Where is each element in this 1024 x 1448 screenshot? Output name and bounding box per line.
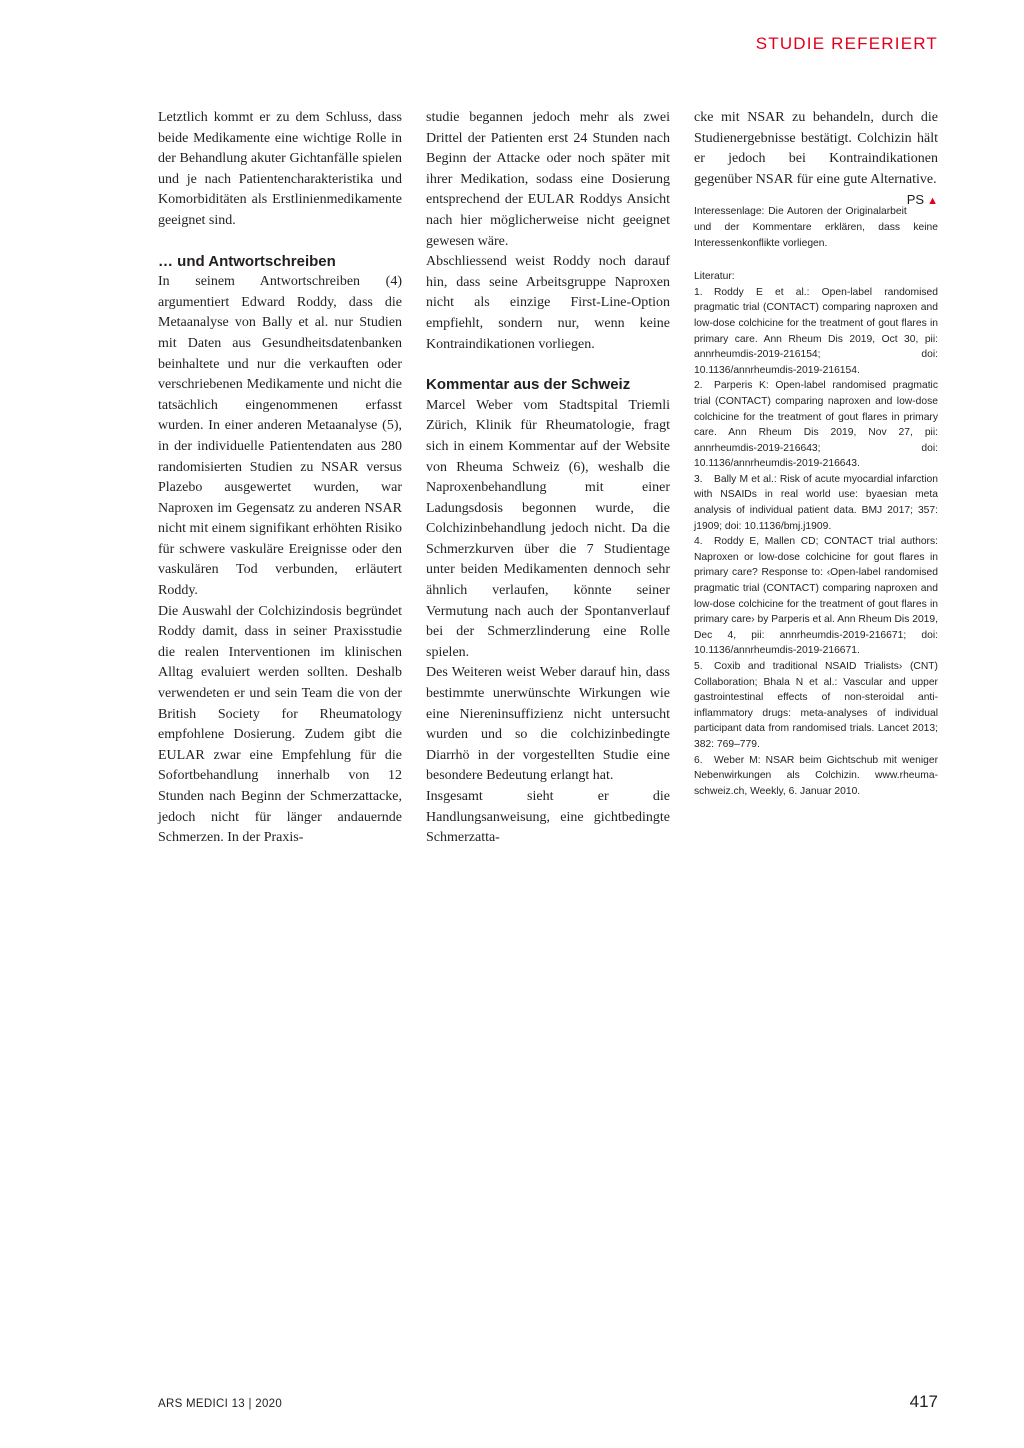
reference-text: Roddy E et al.: Open-label randomised pragmatic trial (CONTACT) comparing naproxen and low-dose colchicine for the treatment of gout flares in primary care. Ann Rheum Dis 2019, Oct 30, pii: annrheumdis-2019-216154; doi: 10.1136/annrheumdis-2019-216154.: [694, 286, 938, 376]
conflict-of-interest-note: Interessenlage: Die Autoren der Originalarbeit und der Kommentare erklären, dass keine Interessenkonflikte vorliegen.: [694, 206, 938, 249]
journal-issue: ARS MEDICI 13 | 2020: [158, 1398, 283, 1410]
author-initials: PS: [906, 192, 925, 208]
paragraph: Insgesamt sieht er die Handlungsanweisung, eine gichtbedingte Schmerzatta-: [426, 789, 670, 846]
references-label: Literatur:: [694, 271, 735, 283]
reference-number: 3.: [694, 473, 703, 485]
reference-item: [694, 472, 938, 534]
author-signature: [907, 190, 938, 212]
paragraph: Abschliessend weist Roddy noch darauf hin, dass seine Arbeitsgruppe Naproxen nicht als einzige First-Line-Option empfiehlt, sondern nur, wenn keine Kontraindikationen vorliegen.: [426, 254, 670, 352]
reference-text: Roddy E, Mallen CD; CONTACT trial authors: Naproxen or low-dose colchicine for gout flares in primary care? Response to: ‹Open-label randomised pragmatic trial (CONTACT) comparing naproxen and low-dose colchicine for the treatment of gout flares in primary care› by Parperis et al. Ann Rheum Dis 2019, Dec 4, pii: annrheumdis-2019-216671; doi: 10.1136/annrheumdis-2019-216671.: [694, 536, 938, 657]
reference-number: 5.: [694, 661, 703, 672]
reference-number: 2.: [694, 380, 703, 392]
text-column-3: [694, 108, 938, 799]
reference-item: [694, 378, 938, 472]
paragraph-with-signature: [694, 108, 938, 208]
paragraph: Des Weiteren weist Weber darauf hin, dass bestimmte unerwünschte Wirkungen wie eine Niereninsuffizienz nicht untersucht wurden und so die colchizinbedingte Diarrhö in der vorgestellten Studie eine besondere Bedeutung erlangt hat.: [426, 665, 670, 784]
section-title: STUDIE REFERIERT: [755, 34, 938, 53]
reference-number: 4.: [694, 536, 703, 548]
subheading-kommentar: Kommentar aus der Schweiz: [426, 376, 631, 394]
paragraph: Die Auswahl der Colchizindosis begründet Roddy damit, dass in seiner Praxisstudie die realen Interventionen im klinischen Alltag evaluiert werden sollten. Deshalb verwendeten er und sein Team die von der British Society for Rheumatology empfohlene Dosierung. Zudem gibt die EULAR zwar eine Empfehlung für die Sofortbehandlung innerhalb von 12 Stunden nach Beginn der Schmerzattacke, jedoch nicht für länger andauernde Schmerzen. In der Praxis-: [158, 603, 402, 846]
reference-text: Coxib and traditional NSAID Trialists› (CNT) Collaboration; Bhala N et al.: Vascular and upper gastrointestinal effects of non-steroidal anti-inflammatory drugs: meta-analyses of individual participant data from randomised trials. Lancet 2013; 382: 769–779.: [694, 661, 938, 750]
red-triangle-icon: ▲: [927, 195, 938, 208]
reference-number: 6.: [694, 754, 703, 766]
reference-item: [694, 285, 938, 379]
page-number: 417: [909, 1392, 938, 1411]
paragraph-text: cke mit NSAR zu behandeln, durch die Studienergebnisse bestätigt. Colchizin hält er jedoch bei Kontraindikationen gegenüber NSAR für eine gute Alternative.: [694, 110, 938, 187]
reference-number: 1.: [694, 286, 703, 298]
references-list: [694, 285, 938, 800]
reference-text: Bally M et al.: Risk of acute myocardial infarction with NSAIDs in real world use: byaesian meta analysis of individual patient data. BMJ 2017; 357: j1909; doi: 10.1136/bmj.j1909.: [694, 473, 938, 532]
paragraph: studie begannen jedoch mehr als zwei Drittel der Patienten erst 24 Stunden nach Beginn der Attacke oder noch später mit ihrer Medikation, sodass eine Dosierung entsprechend der EULAR Roddys Ansicht nach hier möglicherweise nicht geeignet gewesen wäre.: [426, 110, 670, 249]
paragraph: Letztlich kommt er zu dem Schluss, dass beide Medikamente eine wichtige Rolle in der Behandlung akuter Gichtanfälle spielen und je nach Patientencharakteristika und Komorbiditäten als Erstlinienmedikamente geeignet sind.: [158, 110, 402, 228]
reference-text: Weber M: NSAR beim Gichtschub mit weniger Nebenwirkungen als Colchizin. www.rheuma-schweiz.ch, Weekly, 6. Januar 2010.: [694, 754, 938, 797]
text-column-2: [426, 108, 670, 849]
reference-item: [694, 659, 938, 753]
reference-item: [694, 534, 938, 659]
subheading-antwortschreiben: … und Antwortschreiben: [158, 252, 336, 270]
paragraph: Marcel Weber vom Stadtspital Triemli Zürich, Klinik für Rheumatologie, fragt sich in einem Kommentar auf der Website von Rheuma Schweiz (6), weshalb die Naproxenbehandlung mit einer Ladungsdosis begonnen wurde, die Colchizinbehandlung jedoch nicht. Da die Schmerzkurven über die 7 Studientage unter beiden Medikamenten dennoch sehr ähnlich verlaufen, könnte seiner Vermutung nach auch der Spontanverlauf bei der Schmerzlinderung eine Rolle spielen.: [426, 397, 670, 660]
reference-text: Parperis K: Open-label randomised pragmatic trial (CONTACT) comparing naproxen and low-dose colchicine for the treatment of gout flares in primary care. Ann Rheum Dis 2019, Nov 27, pii: annrheumdis-2019-216643; doi: 10.1136/annrheumdis-2019-216643.: [694, 380, 938, 470]
reference-item: [694, 753, 938, 800]
paragraph: In seinem Antwortschreiben (4) argumentiert Edward Roddy, dass die Metaanalyse von Bally et al. nur Studien mit Daten aus Gesundheitsdatenbanken beinhaltete und nur die verkauften oder verschriebenen Medikamente und nicht die tatsächlich eingenommenen erfasst wurden. In einer anderen Metaanalyse (5), in der individuelle Patientendaten aus 280 randomisierten Studien zu NSAR versus Plazebo ausgewertet wurden, war Naproxen im Gegensatz zu anderen NSAR nicht mit einem signifikant erhöhten Risiko für schwere vaskuläre Ereignisse oder den vaskulären Tod verbunden, erläutert Roddy.: [158, 274, 402, 599]
text-column-1: [158, 108, 402, 849]
